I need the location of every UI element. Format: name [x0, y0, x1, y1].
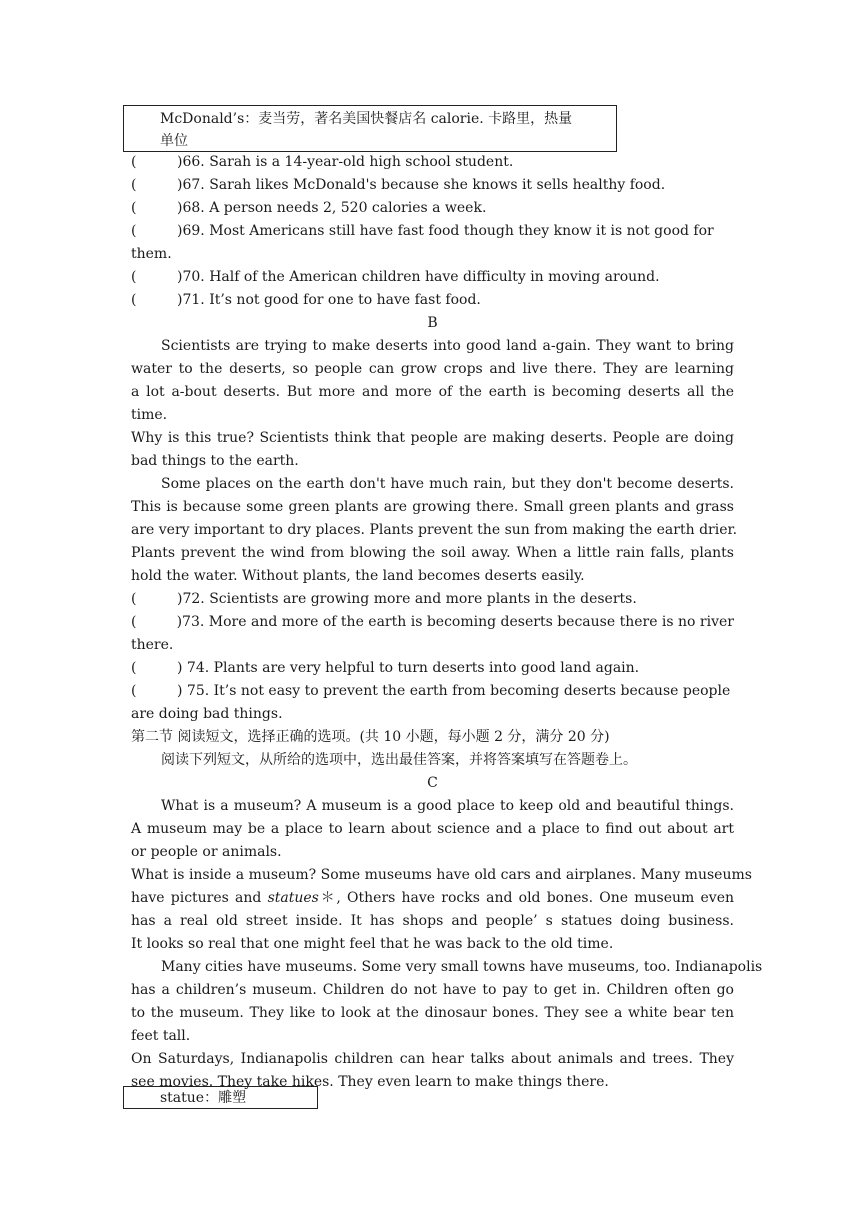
question-70: ( )70. Half of the American children have difficulty in moving around.	[131, 269, 660, 285]
question-71: ( )71. It’s not good for one to have fast food.	[131, 292, 481, 308]
passage-b-line: Some places on the earth don't have much rain, but they don't become deserts.	[161, 476, 734, 492]
passage-c-line: have pictures and statues＊, Others have rocks and old bones. One museum even	[131, 890, 734, 906]
question-68: ( )68. A person needs 2, 520 calories a week.	[131, 200, 487, 216]
question-69: ( )69. Most Americans still have fast food though they know it is not good for	[131, 223, 714, 239]
passage-b-line: Scientists are trying to make deserts into good land a-gain. They want to bring	[161, 338, 734, 354]
statue-note-box	[123, 1086, 318, 1109]
question-67: ( )67. Sarah likes McDonald's because she knows it sells healthy food.	[131, 177, 666, 193]
passage-c-line: On Saturdays, Indianapolis children can hear talks about animals and trees. They	[131, 1051, 734, 1067]
note-text: statue：雕塑	[160, 1090, 247, 1106]
question-72: ( )72. Scientists are growing more and more plants in the deserts.	[131, 591, 637, 607]
question-66: ( )66. Sarah is a 14-year-old high school student.	[131, 154, 514, 170]
passage-b-line: hold the water. Without plants, the land becomes deserts easily.	[131, 568, 585, 584]
passage-b-line: water to the deserts, so people can grow crops and live there. They are learning	[131, 361, 734, 377]
question-75-wrap: are doing bad things.	[131, 706, 283, 722]
question-74: ( ) 74. Plants are very helpful to turn deserts into good land again.	[131, 660, 640, 676]
vocabulary-note-box	[123, 105, 617, 152]
passage-c-line: feet tall.	[131, 1028, 191, 1044]
section-b-heading: B	[427, 315, 438, 331]
passage-b-line: Why is this true? Scientists think that people are making deserts. People are doing	[131, 430, 734, 446]
section-2-instructions: 阅读下列短文，从所给的选项中，选出最佳答案，并将答案填写在答题卷上。	[161, 752, 637, 768]
passage-c-line: see movies. They take hikes. They even learn to make things there.	[131, 1074, 609, 1090]
note-line: 单位	[160, 133, 188, 149]
question-73: ( )73. More and more of the earth is becoming deserts because there is no river	[131, 614, 734, 630]
passage-c-line: What is a museum? A museum is a good place to keep old and beautiful things.	[161, 798, 734, 814]
page-content	[131, 151, 763, 1094]
passage-c-line: or people or animals.	[131, 844, 282, 860]
question-75: ( ) 75. It’s not easy to prevent the earth from becoming deserts because people	[131, 683, 731, 699]
passage-c-line: has a real old street inside. It has shops and people’ s statues doing business.	[131, 913, 734, 929]
passage-c-line: It looks so real that one might feel that he was back to the old time.	[131, 936, 614, 952]
passage-b-line: time.	[131, 407, 168, 423]
passage-b-line: Plants prevent the wind from blowing the soil away. When a little rain falls, plants	[131, 545, 734, 561]
passage-b-line: are very important to dry places. Plants prevent the sun from making the earth drier.	[131, 522, 738, 538]
passage-c-line: to the museum. They like to look at the dinosaur bones. They see a white bear ten	[131, 1005, 734, 1021]
passage-c-line: Many cities have museums. Some very small towns have museums, too. Indianapolis	[161, 959, 763, 975]
passage-c-line: has a children’s museum. Children do not have to pay to get in. Children often go	[131, 982, 734, 998]
note-line: McDonald’s：麦当劳，著名美国快餐店名 calorie. 卡路里，热量	[160, 111, 573, 127]
passage-b-line: This is because some green plants are growing there. Small green plants and grass	[131, 499, 734, 515]
passage-b-line: a lot a-bout deserts. But more and more of the earth is becoming deserts all the	[131, 384, 734, 400]
passage-c-line: A museum may be a place to learn about science and a place to find out about art	[131, 821, 734, 837]
question-69-wrap: them.	[131, 246, 172, 262]
passage-b-line: bad things to the earth.	[131, 453, 299, 469]
passage-c-line: What is inside a museum? Some museums have old cars and airplanes. Many museums	[131, 867, 752, 883]
statues-word: statues	[267, 890, 319, 906]
section-2-title: 第二节 阅读短文，选择正确的选项。(共 10 小题，每小题 2 分，满分 20 分)	[131, 729, 610, 745]
question-73-wrap: there.	[131, 637, 174, 653]
section-c-heading: C	[427, 775, 438, 791]
